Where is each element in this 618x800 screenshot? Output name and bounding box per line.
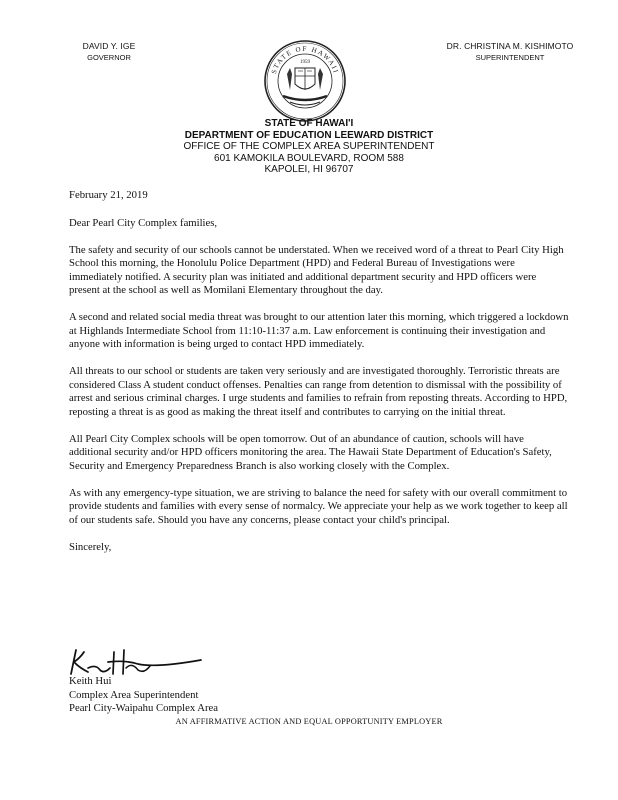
- letterhead-city: KAPOLEI, HI 96707: [264, 164, 354, 175]
- letterhead-department: DEPARTMENT OF EDUCATION LEEWARD DISTRICT: [184, 129, 434, 141]
- governor-title: GOVERNOR: [87, 53, 131, 62]
- letterhead: [0, 118, 618, 176]
- letter-closing: Sincerely,: [69, 540, 112, 553]
- letter-paragraph: As with any emergency-type situation, we are striving to balance the need for safety with our overall commitment to provide students and families with every sense of normalcy. We appreciate your help as we work together to keep all of our students safe. Should you have any concerns, please contact your child's principal.: [69, 486, 568, 526]
- letter-paragraph: All threats to our school or students are taken very seriously and are investigated thoroughly. Terroristic threats are considered Class A student conduct offenses. Penalties can range from detention to dismissal with the possibility of arrest and serious criminal charges. I urge students and families to refrain from reposting threats. According to HPD, reposting a threat is as good as making the threat itself and contributes to carrying on the initial threat.: [69, 365, 568, 418]
- letterhead-office: OFFICE OF THE COMPLEX AREA SUPERINTENDENT: [183, 141, 435, 152]
- signature-block: [69, 675, 218, 716]
- superintendent-block: [432, 41, 588, 63]
- letter-paragraph: All Pearl City Complex schools will be open tomorrow. Out of an abundance of caution, schools will have additional security and/or HPD officers monitoring the area. The Hawaii State Department of Education's Safety, Security and Emergency Preparedness Branch is also working closely with the Complex.: [69, 432, 552, 472]
- seal-year: 1959: [300, 60, 310, 65]
- governor-name: DAVID Y. IGE: [82, 41, 136, 51]
- seal-ring-text: STATE OF HAWAII: [269, 44, 341, 75]
- governor-block: [66, 41, 152, 63]
- letter-paragraph: The safety and security of our schools cannot be understated. When we received word of a threat to Pearl City High School this morning, the Honolulu Police Department (HPD) and Federal Bureau of Investigations were immediately notified. A security plan was initiated and additional department security and HPD officers were present at the school as well as Momilani Elementary throughout the day.: [69, 243, 564, 296]
- signature-image: [66, 646, 206, 678]
- signer-name: Keith Hui: [69, 675, 112, 687]
- state-seal-icon: [262, 38, 348, 124]
- letterhead-state: STATE OF HAWAI'I: [264, 118, 354, 129]
- letter-date: February 21, 2019: [69, 189, 148, 201]
- superintendent-name: DR. CHRISTINA M. KISHIMOTO: [446, 41, 574, 51]
- letterhead-street: 601 KAMOKILA BOULEVARD, ROOM 588: [214, 152, 404, 164]
- letter-salutation: Dear Pearl City Complex families,: [69, 216, 218, 229]
- letter-body: [69, 189, 569, 568]
- footer-eeo-statement: AN AFFIRMATIVE ACTION AND EQUAL OPPORTUNITY EMPLOYER: [175, 717, 443, 726]
- signer-area: Pearl City-Waipahu Complex Area: [69, 702, 219, 714]
- signer-title: Complex Area Superintendent: [69, 688, 199, 701]
- superintendent-title: SUPERINTENDENT: [475, 53, 545, 62]
- letter-paragraph: A second and related social media threat was brought to our attention later this morning, which triggered a lockdown at Highlands Intermediate School from 11:10-11:37 a.m. Law enforcement is continuing their investigation and anyone with information is being urged to contact HPD immediately.: [69, 311, 569, 350]
